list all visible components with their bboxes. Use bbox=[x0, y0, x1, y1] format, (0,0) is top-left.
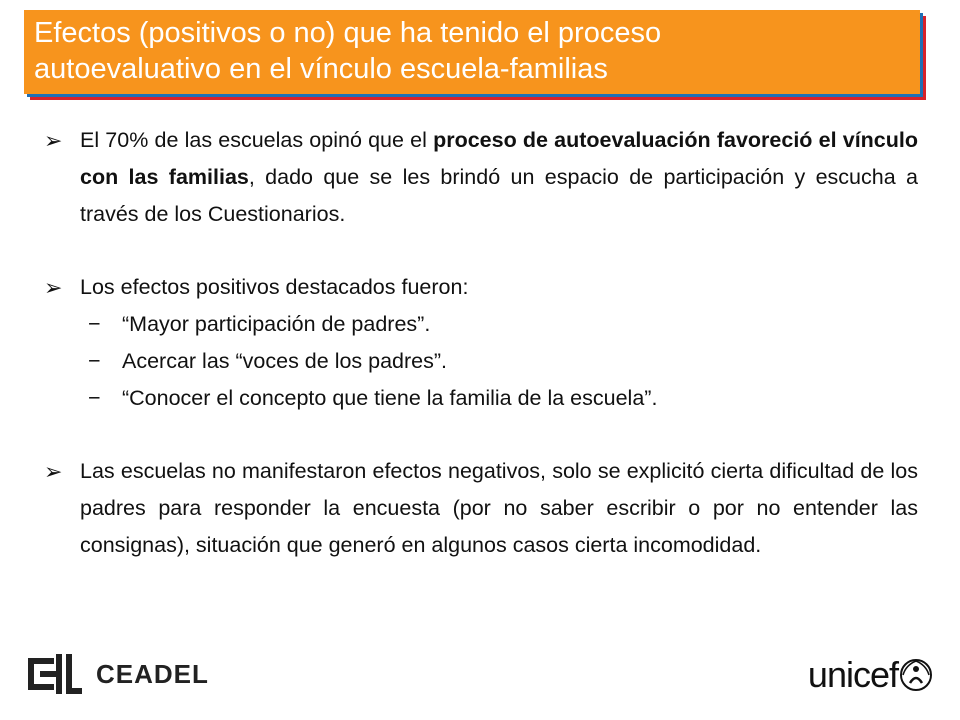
unicef-wordmark: unicef bbox=[807, 654, 898, 695]
slide-title bbox=[24, 10, 920, 94]
ceadel-wordmark: CEADEL bbox=[96, 658, 209, 689]
sub-item-1-text: “Mayor participación de padres”. bbox=[122, 312, 431, 336]
title-banner bbox=[24, 10, 920, 94]
dash-bullet-icon: − bbox=[88, 349, 101, 373]
sub-item-2-text: Acercar las “voces de los padres”. bbox=[122, 349, 448, 373]
slide-title-line-2: autoevaluativo en el vínculo escuela-familias bbox=[34, 53, 608, 85]
bullet-item-2 bbox=[44, 269, 918, 306]
bullet-2-text: Los efectos positivos destacados fueron: bbox=[80, 275, 469, 299]
dash-bullet-icon: − bbox=[88, 386, 101, 410]
dash-bullet-icon: − bbox=[88, 312, 101, 336]
bullet-1-text bbox=[80, 122, 918, 233]
sub-item-3 bbox=[44, 380, 918, 417]
bullet-item-3 bbox=[44, 453, 918, 564]
arrow-bullet-icon: ➢ bbox=[44, 459, 63, 484]
sub-item-2 bbox=[44, 343, 918, 380]
slide-content bbox=[44, 122, 918, 564]
sub-item-3-text: “Conocer el concepto que tiene la familia de la escuela”. bbox=[122, 386, 658, 410]
bullet-1-post: , dado que se les brindó un espacio de participación y escucha a través de los Cuestionarios. bbox=[80, 165, 918, 226]
slide-title-line-1: Efectos (positivos o no) que ha tenido el proceso bbox=[34, 17, 662, 49]
ceadel-logo bbox=[26, 652, 209, 696]
arrow-bullet-icon: ➢ bbox=[44, 128, 63, 153]
bullet-1-pre: El 70% de las escuelas opinó que el bbox=[80, 128, 434, 152]
bullet-item-1 bbox=[44, 122, 918, 233]
unicef-emblem-icon bbox=[898, 657, 934, 693]
arrow-bullet-icon: ➢ bbox=[44, 275, 63, 300]
unicef-logo bbox=[808, 655, 934, 695]
ceadel-mark-icon bbox=[26, 652, 84, 696]
bullet-1-bold: proceso de autoevaluación favoreció el vínculo con las familias bbox=[80, 128, 918, 189]
bullet-3-text: Las escuelas no manifestaron efectos negativos, solo se explicitó cierta dificultad de los padres para responder la encuesta (por no saber escribir o por no entender las consignas), situación que generó en algunos casos cierta incomodidad. bbox=[80, 459, 918, 557]
sub-item-1 bbox=[44, 306, 918, 343]
